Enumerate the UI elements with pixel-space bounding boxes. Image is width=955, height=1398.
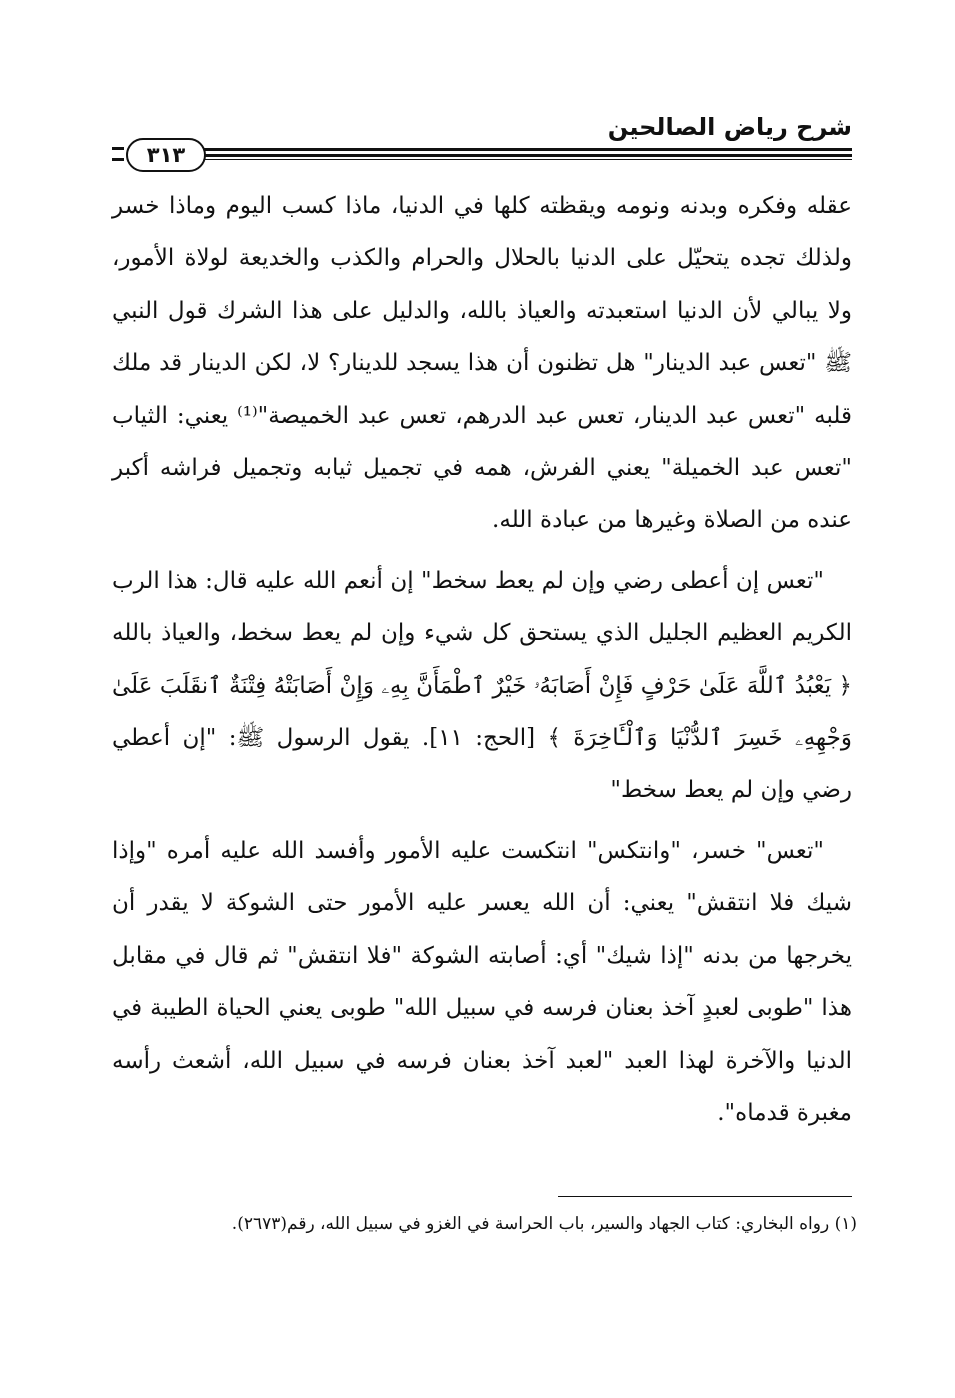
paragraph-2: "تعس إن أعطى رضي وإن لم يعط سخط" إن أنعم الله عليه قال: هذا الرب الكريم العظيم الجليل الذي يستحق كل شيء وإن لم يعط سخط، والعياذ بالله ﴿ يَعْبُدُ ٱللَّهَ عَلَىٰ حَرْفٍ فَإِنْ أَصَابَهُۥ خَيْرٌ ٱطْمَأَنَّ بِهِۦ وَإِنْ أَصَابَتْهُ فِتْنَةٌ ٱنقَلَبَ عَلَىٰ وَجْهِهِۦ خَسِرَ ٱلدُّنْيَا وَٱلْـَٔاخِرَةَ ﴾ [الحج: ١١]. يقول الرسول ﷺ: "إن أعطي رضي وإن لم يعط سخط" [112, 567, 852, 804]
header-rule [190, 154, 852, 157]
page-number: ٣١٣ [126, 138, 206, 172]
header-rule [190, 159, 852, 160]
page-header [112, 112, 852, 172]
main-text [112, 180, 852, 1147]
book-title: شرح رياض الصالحين [607, 113, 852, 141]
footnote-separator [558, 1196, 852, 1197]
paragraph-1: عقله وفكره وبدنه ونومه ويقظته كلها في الدنيا، ماذا كسب اليوم وماذا خسر ولذلك تجده يتحيّل على الدنيا بالحلال والحرام والكذب والخديعة لولاة الأمور، ولا يبالي لأن الدنيا استعبدته والعياذ بالله، والدليل على هذا الشرك قول النبي ﷺ "تعس عبد الدينار" هل تظنون أن هذا يسجد للدينار؟ لا، لكن الدينار قد ملك قلبه "تعس عبد الدينار، تعس عبد الدرهم، تعس عبد الخميصة"⁽¹⁾ يعني: الثياب "تعس عبد الخميلة" يعني الفرش، همه في تجميل ثيابه وتجميل فراشه أكبر عنده من الصلاة وغيرها من عبادة الله. [112, 193, 852, 534]
footnote: (١) رواه البخاري: كتاب الجهاد والسير، باب الحراسة في الغزو في سبيل الله، رقم(٢٦٧٣). [231, 1214, 857, 1234]
paragraph-3: "تعس" خسر، "وانتكس" انتكست عليه الأمور وأفسد الله عليه أمره "وإذا شيك فلا انتقش" يعني: أن الله يعسر عليه الأمور حتى الشوكة لا يقدر أن يخرجها من بدنه "إذا شيك" أي: أصابته الشوكة "فلا انتقش" ثم قال في مقابل هذا "طوبى لعبدٍ آخذ بعنان فرسه في سبيل الله" طوبى يعني الحياة الطيبة في الدنيا والآخرة لهذا العبد "لعبد آخذ بعنان فرسه في سبيل الله، أشعث رأسه مغبرة قدماه". [112, 837, 852, 1126]
header-rule [190, 148, 852, 151]
rule-end-mark [112, 147, 124, 161]
